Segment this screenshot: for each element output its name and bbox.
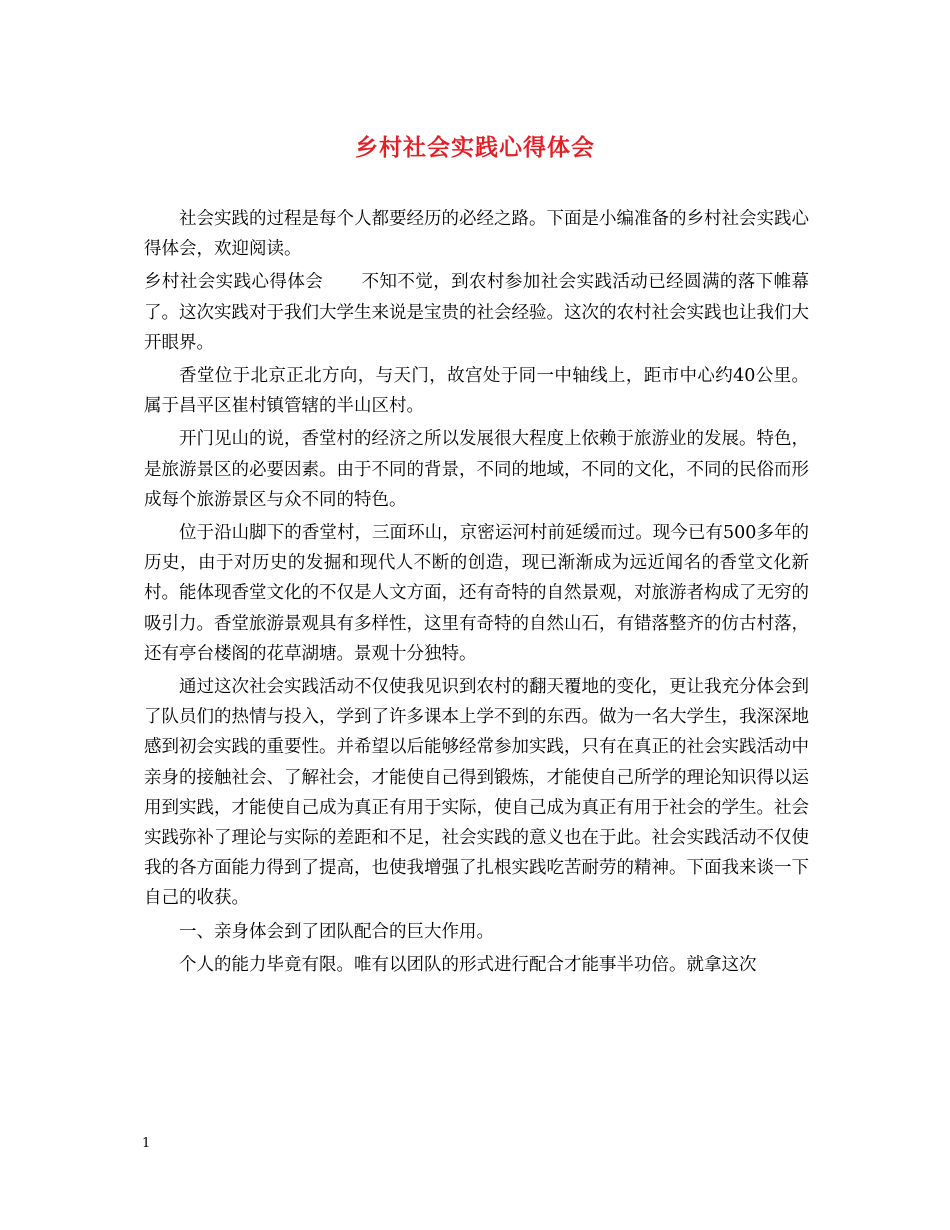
body-paragraph-location: 香堂位于北京正北方向，与天门，故宫处于同一中轴线上，距市中心约40公里。属于昌平区崔村镇管辖的半山区村。 — [144, 366, 809, 417]
subheading-teamwork: 一、亲身体会到了团队配合的巨大作用。 — [179, 921, 494, 942]
body-paragraph-reflection: 通过这次社会实践活动不仅使我见识到农村的翻天覆地的变化，更让我充分体会到了队员们的热情与投入，学到了许多课本上学不到的东西。做为一名大学生，我深深地感到初会实践的重要性。并希望以后能够经常参加实践，只有在真正的社会实践活动中亲身的接触社会、了解社会，才能使自己得到锻炼，才能使自己所学的理论知识得以运用到实践，才能使自己成为真正有用于实际，使自己成为真正有用于社会的学生。社会实践弥补了理论与实际的差距和不足，社会实践的意义也在于此。社会实践活动不仅使我的各方面能力得到了提高，也使我增强了扎根实践吃苦耐劳的精神。下面我来谈一下自己的收获。 — [144, 677, 809, 909]
document-title: 乡村社会实践心得体会 — [355, 134, 595, 161]
page-number: 1 — [142, 1136, 151, 1151]
body-paragraph-economy: 开门见山的说，香堂村的经济之所以发展很大程度上依赖于旅游业的发展。特色，是旅游景区的必要因素。由于不同的背景，不同的地域，不同的文化，不同的民俗而形成每个旅游景区与众不同的特色。 — [144, 429, 809, 510]
document-body — [144, 204, 809, 983]
section-paragraph — [144, 267, 809, 358]
body-paragraph-teamwork: 个人的能力毕竟有限。唯有以团队的形式进行配合才能事半功倍。就拿这次 — [179, 954, 757, 975]
section-first-text: 不知不觉，到农村参加社会实践活动已经圆满的落下帷幕了。这次实践对于我们大学生来说是宝贵的社会经验。这次的农村社会实践也让我们大开眼界。 — [144, 272, 810, 353]
body-paragraph-history: 位于沿山脚下的香堂村，三面环山，京密运河村前延缓而过。现今已有500多年的历史，由于对历史的发掘和现代人不断的创造，现已渐渐成为远近闻名的香堂文化新村。能体现香堂文化的不仅是人文方面，还有奇特的自然景观，对旅游者构成了无穷的吸引力。香堂旅游景观具有多样性，这里有奇特的自然山石，有错落整齐的仿古村落，还有亭台楼阁的花草湖塘。景观十分独特。 — [144, 523, 809, 664]
intro-paragraph: 社会实践的过程是每个人都要经历的必经之路。下面是小编准备的乡村社会实践心得体会，欢迎阅读。 — [144, 209, 809, 260]
section-heading: 乡村社会实践心得体会 — [144, 272, 324, 293]
